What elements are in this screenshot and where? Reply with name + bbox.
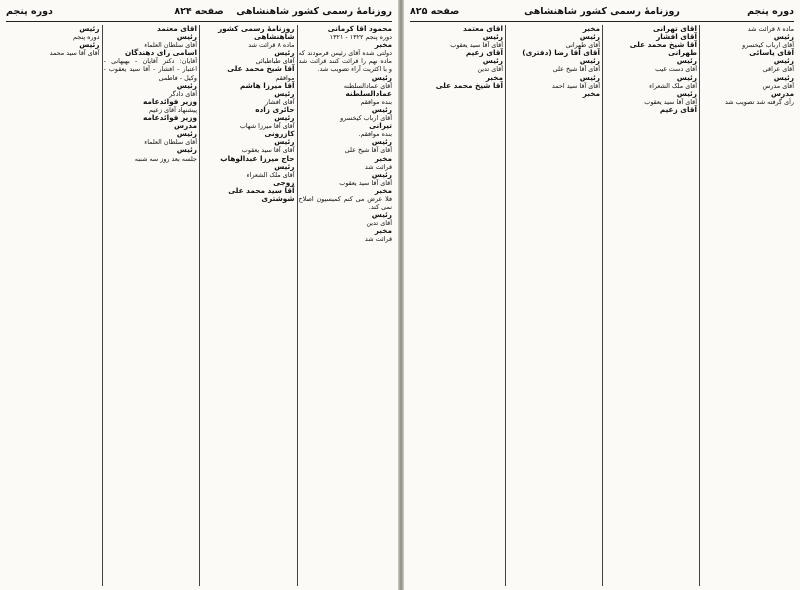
speaker-heading: رئیس [773, 56, 794, 66]
paragraph-text: آقای آقا سید محمد [49, 49, 100, 58]
speaker-heading: آقای آقا رضا (دفتری) [522, 48, 600, 58]
speaker-heading: آقا شیخ محمد علی [227, 64, 295, 74]
left-header-page-number: صفحه ۸۲۴ [174, 6, 224, 17]
speaker-heading: مدرس [770, 88, 794, 98]
paragraph-text: آقای سلطان العلماء [144, 138, 197, 147]
speaker-heading: کازرونی [264, 129, 295, 139]
speaker-heading: آقا شیخ محمد علی طهرانی [629, 40, 697, 58]
speaker-heading: وزیر فوائدعامه [142, 113, 197, 123]
speaker-heading: وزیر فوائدعامه [142, 96, 197, 106]
speaker-heading: مخبر [374, 153, 392, 163]
speaker-heading: مخبر [374, 40, 392, 50]
speaker-heading: آقای افشار [656, 32, 697, 42]
column-divider [699, 25, 700, 586]
speaker-heading: رئیس [676, 72, 697, 82]
paragraph-text: آقای ملک الشعراء [649, 81, 697, 90]
paragraph-text: ماده ۸ قرائت شد [747, 25, 794, 33]
speaker-heading: حاج میرزا عبدالوهاب [220, 153, 295, 163]
left-page-column-3 [104, 25, 198, 586]
paragraph-text: آقای طباطبائی [255, 57, 295, 66]
speaker-heading: رئیس [176, 32, 197, 42]
speaker-heading: آقا سید محمد علی شوشتری [228, 185, 295, 203]
paragraph-text: آقای افشار [265, 97, 295, 106]
speaker-heading: آقای معتمد [157, 25, 197, 33]
speaker-heading: آقای زعیم [465, 48, 503, 58]
left-page-column-1 [299, 25, 393, 586]
speaker-heading: رئیس [371, 137, 392, 147]
right-header-title: روزنامهٔ رسمی کشور شاهنشاهی [524, 6, 680, 17]
speaker-heading: رئیس [579, 56, 600, 66]
speaker-heading: آقا شیخ محمد علی [435, 80, 503, 90]
speaker-heading: مدرس [173, 121, 197, 131]
speaker-heading: رئیس [579, 32, 600, 42]
right-page-column-4 [410, 25, 503, 586]
speaker-heading: عمادالسلطنه [345, 88, 392, 98]
left-page-column-4 [6, 25, 100, 586]
left-page [0, 0, 398, 590]
left-header-title: روزنامهٔ رسمی کشور شاهنشاهی [236, 6, 392, 17]
right-header-page-number: صفحه ۸۲۵ [410, 6, 460, 17]
paragraph-text: آقای آقا سید احمد [551, 81, 600, 90]
paragraph-text: آقای ملک الشعراء [246, 170, 295, 179]
paragraph-text: آقای ارباب کیخسرو [340, 114, 392, 123]
speaker-heading: رئیس [676, 88, 697, 98]
paragraph-text: دولتی شده آقای رئیس فرمودند که ماده نهم را قرائت کنند قرائت شد و با اکثریت آراء تصویب شد. [298, 49, 392, 74]
column-divider [102, 25, 103, 586]
paragraph-text: آقای ارباب کیخسرو [742, 41, 794, 50]
speaker-heading: رئیس [676, 56, 697, 66]
left-page-columns [6, 25, 392, 586]
speaker-heading: روزنامهٔ رسمی کشور شاهنشاهی [217, 25, 295, 42]
right-page-header [410, 4, 794, 20]
paragraph-text: بنده موافقم. [358, 130, 392, 139]
paragraph-text: آقای آقا سید یعقوب [241, 146, 295, 155]
paragraph-text: آقای مدرس [762, 81, 794, 90]
column-divider [505, 25, 506, 586]
paragraph-text: آقای تدین [366, 219, 392, 228]
speaker-heading: مخبر [485, 72, 503, 82]
speaker-heading: محمود آقا کرمانی [327, 25, 392, 33]
speaker-heading: رئیس [176, 129, 197, 139]
speaker-heading: مخبر [374, 226, 392, 236]
paragraph-text: آقای عراقی [762, 65, 794, 74]
speaker-heading: حائری زاده [255, 104, 295, 114]
paragraph-text: قرائت شد [364, 162, 392, 171]
right-header-edition: دوره پنجم [747, 6, 794, 17]
speaker-heading: رئیس [371, 104, 392, 114]
speaker-heading: مخبر [374, 185, 392, 195]
left-header-rule [6, 21, 392, 22]
paragraph-text: فلا عرض می کنم کمیسیون اصلاح نمی کند. [298, 194, 392, 212]
paragraph-text: پیشنهاد آقای زعیم [149, 105, 197, 114]
paragraph-text: آقای آقا شیخ علی [344, 146, 392, 155]
speaker-heading: رئیس [176, 145, 197, 155]
speaker-heading: رئیس [773, 32, 794, 42]
paragraph-text: آقای سلطان العلماء [144, 41, 197, 50]
paragraph-text: آقایان: دکتر آقایان - بهبهانی - اعتبار - افشار - آقا سید یعقوب - وکیل - فاطمی [103, 57, 197, 82]
right-page-column-3 [507, 25, 600, 586]
speaker-heading: آقای معتمد [463, 25, 503, 33]
speaker-heading: رئیس [79, 25, 100, 33]
paragraph-text: آقای آقا شیخ علی [552, 65, 600, 74]
speaker-heading: رئیس [274, 113, 295, 123]
left-page-column-2 [201, 25, 295, 586]
right-page-column-2 [604, 25, 697, 586]
paragraph-text: ماده ۸ قرائت شد [248, 41, 295, 50]
speaker-heading: رئیس [274, 137, 295, 147]
speaker-heading: آقای یاسائی [749, 48, 794, 58]
speaker-heading: رئیس [274, 48, 295, 58]
right-page-column-1 [701, 25, 794, 586]
speaker-heading: آقای تهرانی [653, 25, 697, 33]
speaker-heading: رئیس [274, 88, 295, 98]
paragraph-text: رأی گرفته شد تصویب شد [724, 97, 794, 106]
speaker-heading: رئیس [482, 56, 503, 66]
paragraph-text: آقای آقا سید یعقوب [450, 41, 503, 50]
paragraph-text: دوره پنجم [73, 33, 100, 42]
speaker-heading: رئیس [773, 72, 794, 82]
speaker-heading: رئیس [371, 169, 392, 179]
paragraph-text: جلسه بعد روز سه شنبه [134, 154, 197, 163]
paragraph-text: آقای عمادالسلطنه [343, 81, 392, 90]
paragraph-text: آقای آقا سید یعقوب [339, 178, 392, 187]
speaker-heading: اسامی رای دهندگان [125, 48, 197, 58]
paragraph-text: آقای آقا سید یعقوب [644, 97, 697, 106]
speaker-heading: رئیس [371, 72, 392, 82]
speaker-heading: مخبر [582, 88, 600, 98]
left-header-edition: دوره پنجم [6, 6, 53, 17]
paragraph-text: قرائت شد [364, 235, 392, 244]
paragraph-text: دوره پنجم ۱۳۲۲ - ۱۳۲۱ [329, 33, 392, 42]
speaker-heading: رئیس [482, 32, 503, 42]
right-header-rule [410, 21, 794, 22]
speaker-heading: آقای زعیم [659, 104, 697, 114]
speaker-heading: آقا میرزا هاشم [239, 80, 295, 90]
speaker-heading: رئیس [274, 161, 295, 171]
paragraph-text: آقای آقا میرزا شهاب [239, 122, 295, 131]
speaker-heading: تیرانی [369, 121, 392, 131]
right-page [404, 0, 800, 590]
column-divider [199, 25, 200, 586]
speaker-heading: رئیس [579, 72, 600, 82]
speaker-heading: رئیس [79, 40, 100, 50]
paragraph-text: موافقم [275, 73, 295, 82]
paragraph-text: آقای طهرانی [565, 41, 600, 50]
column-divider [602, 25, 603, 586]
speaker-heading: زوجی [273, 177, 295, 187]
column-divider [297, 25, 298, 586]
paragraph-text: آقای دست غیب [655, 65, 697, 74]
left-page-header [6, 4, 392, 20]
speaker-heading: رئیس [371, 210, 392, 220]
paragraph-text: بنده موافقم [360, 97, 392, 106]
speaker-heading: رئیس [176, 80, 197, 90]
right-page-columns [410, 25, 794, 586]
paragraph-text: آقای تدین [477, 65, 503, 74]
paragraph-text: آقای دادگر [169, 89, 197, 98]
speaker-heading: مخبر [582, 25, 600, 33]
